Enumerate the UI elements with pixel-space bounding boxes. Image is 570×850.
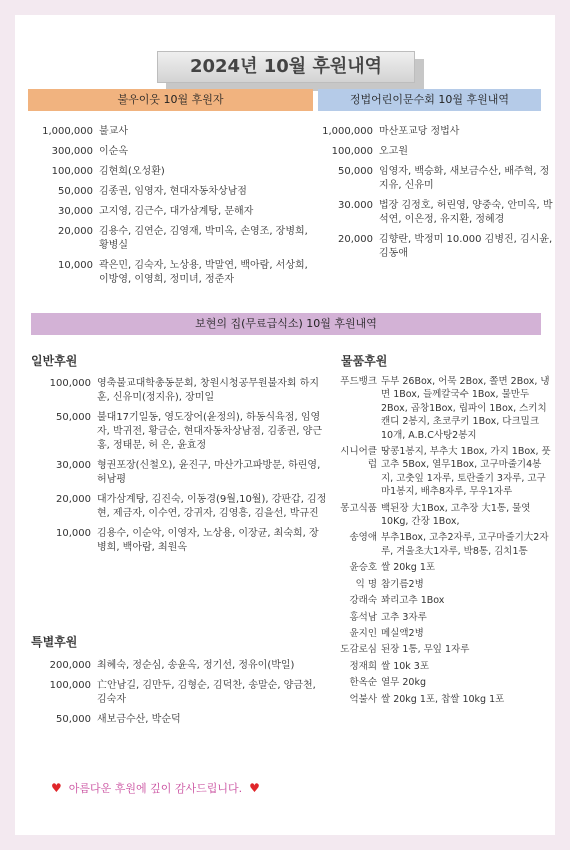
donor-row <box>315 125 553 139</box>
goods-donor: 강래숙 <box>349 595 377 607</box>
thanks-message <box>51 780 291 796</box>
section1-list <box>27 125 317 293</box>
donor-row <box>27 145 317 159</box>
donor-names: 임영자, 백승화, 새보금수산, 배주혁, 정지유, 신유미 <box>379 166 550 191</box>
donation-sheet <box>15 15 555 835</box>
goods-donor: 푸드뱅크 <box>340 376 377 387</box>
donation-amount: 300,000 <box>51 146 93 157</box>
section2-list <box>315 125 553 267</box>
goods-row <box>335 643 553 656</box>
donor-row <box>315 233 553 261</box>
page-title: 2024년 10월 후원내역 <box>157 51 415 83</box>
goods-donor: 몽고식품 <box>340 502 377 514</box>
goods-donor: 정재희 <box>349 660 377 672</box>
donation-amount: 20,000 <box>58 226 93 237</box>
goods-row <box>335 531 553 558</box>
goods-items: 땅콩1봉지, 부추大 1Box, 가지 1Box, 풋고추 5Box, 열무1Box, 고구마줄기4봉지, 고춧잎 1자루, 토란줄기 3자루, 고구마1봉지, 배추8자루, 무우1자루 <box>381 446 551 498</box>
donor-row <box>27 659 327 673</box>
donor-row <box>27 459 327 487</box>
goods-items: 부추1Box, 고추2자루, 고구마줄기大2자루, 겨울초大1자루, 박8통, 김치1통 <box>381 532 549 557</box>
goods-items: 백된장 大1Box, 고추장 大1통, 물엿 10Kg, 간장 1Box, <box>381 502 531 528</box>
section2-header: 정법어린이문수회 10월 후원내역 <box>318 89 541 111</box>
donor-names: 마산포교당 정법사 <box>379 126 460 137</box>
donation-amount: 50,000 <box>56 412 91 423</box>
goods-support-list <box>335 375 553 709</box>
donor-names: 영축불교대학총동문회, 창원시청공무원불자회 하지훈, 신유미(정지유), 장미일 <box>97 378 320 403</box>
donor-names: 김용수, 김연순, 김영재, 박미옥, 손영조, 장병희, 황병실 <box>99 226 308 251</box>
goods-items: 메실액2병 <box>381 627 424 639</box>
donation-amount: 20,000 <box>56 494 91 505</box>
donor-row <box>315 199 553 227</box>
donation-amount: 50,000 <box>58 186 93 197</box>
donor-names: 법장 김정호, 허린영, 양중숙, 안미옥, 박석연, 이은정, 유지환, 정혜경 <box>379 200 553 225</box>
goods-donor: 윤지인 <box>349 627 377 639</box>
goods-items: 고추 3자루 <box>381 611 427 623</box>
donor-names: 김용수, 이순악, 이영자, 노상용, 이장균, 최숙희, 장병희, 백아람, 최원옥 <box>97 528 319 553</box>
donation-amount: 10,000 <box>58 260 93 271</box>
donor-row <box>27 493 327 521</box>
goods-row <box>335 502 553 529</box>
goods-donor: 시니어클럽 <box>340 446 377 471</box>
donor-row <box>27 125 317 139</box>
donor-row <box>27 259 317 287</box>
donor-names: 김종권, 임영자, 현대자동차상남점 <box>99 186 247 197</box>
goods-row <box>335 693 553 706</box>
donation-amount: 100,000 <box>51 166 93 177</box>
donor-row <box>27 411 327 453</box>
heart-icon: ♥ <box>249 781 260 795</box>
donor-names: 亡안남길, 김만두, 김형순, 김덕찬, 송말순, 양금천, 김숙자 <box>97 680 316 705</box>
goods-row <box>335 611 553 624</box>
goods-donor: 한옥순 <box>349 677 377 689</box>
goods-items: 쌀 20kg 1포 <box>381 562 436 574</box>
goods-items: 된장 1통, 무잎 1자루 <box>381 644 470 656</box>
donor-row <box>27 679 327 707</box>
donor-row <box>315 145 553 159</box>
donation-amount: 20,000 <box>338 234 373 245</box>
donation-amount: 1,000,000 <box>322 126 373 137</box>
donor-row <box>27 205 317 219</box>
donation-amount: 30.000 <box>338 200 373 211</box>
donor-row <box>27 527 327 555</box>
general-support-list <box>27 377 327 561</box>
goods-row <box>335 594 553 607</box>
donation-amount: 1,000,000 <box>42 126 93 137</box>
heart-icon: ♥ <box>51 781 62 795</box>
donor-names: 형권포장(신철오), 윤진구, 마산가고파방문, 하린영, 허남평 <box>97 460 321 485</box>
donor-names: 최혜숙, 정순심, 송윤옥, 정기선, 정유이(박일) <box>97 660 295 671</box>
goods-items: 쌀 10k 3포 <box>381 660 430 672</box>
donor-names: 곽은민, 김숙자, 노상용, 박말연, 백아람, 서상희, 이방영, 이영희, 정미녀, 정준자 <box>99 260 308 285</box>
section1-header: 불우이웃 10월 후원자 <box>28 89 313 111</box>
donation-amount: 100,000 <box>331 146 373 157</box>
donor-names: 이순옥 <box>99 146 128 157</box>
donor-names: 오고원 <box>379 146 408 157</box>
goods-row <box>335 676 553 689</box>
donation-amount: 100,000 <box>49 378 91 389</box>
goods-row <box>335 578 553 591</box>
donor-row <box>27 713 327 727</box>
goods-items: 참기름2병 <box>381 578 424 590</box>
donor-names: 고지영, 김근수, 대가삼계탕, 문해자 <box>99 206 254 217</box>
donor-names: 불교사 <box>99 126 128 137</box>
general-support-title: 일반후원 <box>31 354 78 368</box>
donor-row <box>27 165 317 179</box>
goods-donor: 도감로심 <box>340 644 377 656</box>
donor-names: 대가삼계탕, 김진숙, 이동경(9월,10월), 강판갑, 김정현, 제금자, 이수연, 강귀자, 김영흥, 김을선, 박규진 <box>97 494 327 519</box>
goods-items: 꽈리고추 1Box <box>381 595 445 607</box>
special-support-title: 특별후원 <box>31 635 78 649</box>
donor-names: 김현희(오성환) <box>99 166 165 177</box>
donor-row <box>27 185 317 199</box>
goods-row <box>335 375 553 442</box>
special-support-list <box>27 659 327 733</box>
donation-amount: 10,000 <box>56 528 91 539</box>
donor-names: 불대17기일동, 영도장어(윤정의), 하동식육점, 임영자, 박귀전, 황금순, 현대자동차상남점, 김종권, 양근홍, 정태문, 허 은, 윤효정 <box>97 412 322 451</box>
goods-row <box>335 561 553 574</box>
donation-amount: 30,000 <box>56 460 91 471</box>
donor-row <box>27 225 317 253</box>
donation-amount: 50,000 <box>338 166 373 177</box>
donation-amount: 30,000 <box>58 206 93 217</box>
section3-header: 보현의 집(무료급식소) 10월 후원내역 <box>31 313 541 335</box>
donation-amount: 200,000 <box>49 660 91 671</box>
donation-amount: 100,000 <box>49 680 91 691</box>
goods-donor: 억불사 <box>349 693 377 705</box>
goods-donor: 홍석남 <box>349 611 377 623</box>
donation-amount: 50,000 <box>56 714 91 725</box>
goods-items: 열무 20kg <box>381 677 426 689</box>
goods-items: 쌀 20kg 1포, 찹쌀 10kg 1포 <box>381 693 505 705</box>
donor-names: 김향란, 박정미 10.000 김병진, 김시윤, 김동애 <box>379 234 553 259</box>
donor-row <box>315 165 553 193</box>
goods-items: 두부 26Box, 어묵 2Box, 쫄면 2Box, 냉면 1Box, 들께칼국수 1Box, 물만두 2Box, 곱창1Box, 립파이 1Box, 스키치캔디 2봉지, 초코쿠키 1Box, 다크밀크 10개, A.B.C사탕2봉지 <box>381 376 550 441</box>
goods-row <box>335 627 553 640</box>
goods-row <box>335 660 553 673</box>
goods-donor: 윤승호 <box>349 562 377 574</box>
goods-support-title: 물품후원 <box>341 354 388 368</box>
donor-row <box>27 377 327 405</box>
goods-donor: 송영애 <box>349 532 377 544</box>
donor-names: 새보금수산, 박순덕 <box>97 714 181 725</box>
goods-row <box>335 445 553 499</box>
thanks-text: 아름다운 후원에 깊이 감사드립니다. <box>68 782 243 795</box>
goods-donor: 익 명 <box>355 578 377 590</box>
